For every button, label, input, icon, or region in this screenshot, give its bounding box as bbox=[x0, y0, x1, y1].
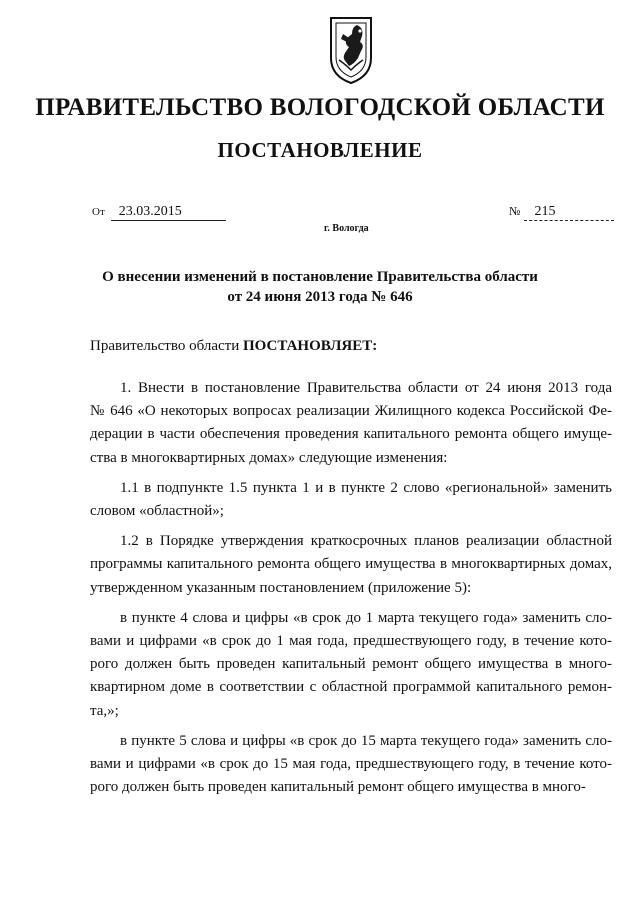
subject-line-2: от 24 июня 2013 года № 646 bbox=[227, 289, 413, 305]
coat-of-arms-icon bbox=[327, 14, 375, 86]
body-line: 1. Внести в постановление Правительства области от 24 июня 2013 года bbox=[120, 380, 612, 396]
body-line: 1.2 в Порядке утверждения краткосрочных планов реализации областной bbox=[120, 533, 612, 550]
date-label: От bbox=[92, 206, 105, 218]
organization-title: ПРАВИТЕЛЬСТВО ВОЛОГОДСКОЙ ОБЛАСТИ bbox=[35, 94, 605, 121]
body-paragraph bbox=[90, 607, 612, 723]
body-paragraph bbox=[90, 530, 612, 600]
subject-line-1: О внесении изменений в постановление Правительства области bbox=[102, 269, 538, 285]
body-line: утвержденном указанным постановлением (приложение 5): bbox=[90, 579, 472, 596]
body-line: 1.1 в подпункте 1.5 пункта 1 и в пункте 2 слово «региональной» заменить bbox=[120, 479, 612, 496]
body-line: та,»; bbox=[90, 702, 119, 719]
body-line: вами и цифрами «в срок до 15 мая года, предшествующего году, в течение кото- bbox=[90, 756, 612, 773]
body-paragraph bbox=[90, 730, 612, 800]
document-number-field bbox=[509, 204, 614, 221]
body-line: рого должен быть проведен капитальный ремонт общего имущества в много- bbox=[90, 779, 586, 796]
body-line: словом «областной»; bbox=[90, 503, 224, 520]
body-line: программы капитального ремонта общего имущества в многоквартирных домах, bbox=[90, 556, 612, 573]
document-city: г. Вологда bbox=[324, 223, 369, 234]
body-line: рого должен быть проведен капитальный ремонт общего имущества в много- bbox=[90, 656, 612, 673]
resolves-statement bbox=[90, 338, 377, 355]
resolves-prefix: Правительство области bbox=[90, 338, 243, 354]
body-paragraph bbox=[90, 377, 612, 470]
body-line: квартирном доме в соответствии с областной программой капитального ремон- bbox=[90, 679, 612, 696]
body-line: вами и цифрами «в срок до 1 мая года, предшествующего году, в течение кото- bbox=[90, 633, 612, 650]
body-paragraph bbox=[90, 477, 612, 523]
body-line: в пункте 4 слова и цифры «в срок до 1 марта текущего года» заменить сло- bbox=[120, 609, 612, 626]
resolves-keyword: ПОСТАНОВЛЯЕТ: bbox=[242, 338, 378, 354]
document-date: 23.03.2015 bbox=[111, 204, 226, 221]
document-date-field bbox=[92, 204, 226, 221]
body-line: в пункте 5 слова и цифры «в срок до 15 марта текущего года» заменить сло- bbox=[120, 732, 612, 749]
document-subject bbox=[90, 267, 550, 307]
document-body bbox=[90, 377, 612, 806]
document-number: 215 bbox=[524, 204, 614, 221]
body-line: № 646 «О некоторых вопросах реализации Жилищного кодекса Российской Фе- bbox=[90, 403, 612, 420]
body-line: дерации в части обеспечения проведения капитального ремонта общего имуще- bbox=[90, 426, 612, 443]
document-type: ПОСТАНОВЛЕНИЕ bbox=[217, 138, 423, 162]
number-label: № bbox=[509, 204, 521, 218]
body-line: ства в многоквартирных домах» следующие изменения: bbox=[90, 449, 448, 466]
